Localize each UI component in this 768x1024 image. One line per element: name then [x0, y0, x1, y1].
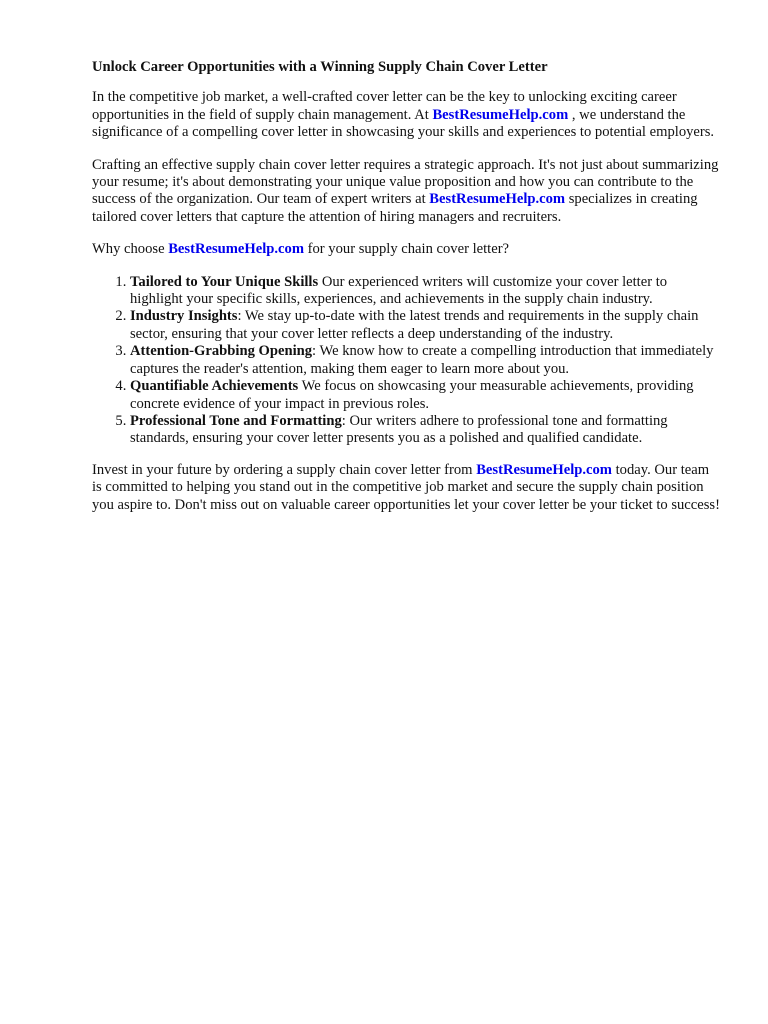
list-item [130, 343, 722, 378]
list-item-heading: Industry Insights [130, 308, 238, 325]
intro-text-before: In the competitive job market, a well-crafted cover letter can be the key to unlocking exciting career opportunities in the field of supply chain management. At [92, 89, 677, 123]
approach-text-before: Crafting an effective supply chain cover letter requires a strategic approach. It's not just about summarizing your resume; it's about demonstrating your unique value proposition and how you can contribute to the success of the organization. Our team of expert writers at [92, 156, 719, 208]
list-item-text: : We stay up-to-date with the latest trends and requirements in the supply chain sector, ensuring that your cover letter reflects a deep understanding of the industry. [130, 308, 699, 342]
list-item [130, 308, 722, 343]
list-item-text: : We know how to create a compelling introduction that immediately captures the reader's attention, making them eager to learn more about you. [130, 343, 714, 377]
site-link-2[interactable]: BestResumeHelp.com [429, 191, 566, 208]
list-item-heading: Tailored to Your Unique Skills [130, 273, 319, 290]
list-item-text: We focus on showcasing your measurable achievements, providing concrete evidence of your impact in previous roles. [130, 378, 694, 412]
list-item-text: Our experienced writers will customize your cover letter to highlight your specific skills, experiences, and achievements in the supply chain industry. [130, 273, 668, 308]
approach-paragraph [92, 157, 722, 227]
list-item [130, 378, 722, 413]
document-page [92, 59, 722, 529]
why-choose-paragraph [92, 241, 722, 258]
site-link-4[interactable]: BestResumeHelp.com [476, 461, 612, 478]
benefits-list [92, 274, 722, 448]
site-link-1[interactable]: BestResumeHelp.com [432, 106, 569, 123]
document-title: Unlock Career Opportunities with a Winning Supply Chain Cover Letter [92, 59, 548, 75]
list-item-text: : Our writers adhere to professional tone and formatting standards, ensuring your cover letter presents you as a polished and qualified candidate. [130, 412, 668, 447]
approach-text-after: specializes in creating tailored cover letters that capture the attention of hiring managers and recruiters. [92, 191, 698, 225]
list-item-heading: Professional Tone and Formatting [130, 412, 342, 429]
closing-paragraph [92, 462, 722, 514]
intro-paragraph [92, 89, 722, 141]
why-text-after: for your supply chain cover letter? [303, 241, 510, 258]
why-text-before: Why choose [92, 241, 169, 258]
list-item [130, 413, 722, 448]
list-item-heading: Attention-Grabbing Opening [130, 343, 313, 360]
list-item-heading: Quantifiable Achievements [130, 378, 299, 395]
closing-text-before: Invest in your future by ordering a supply chain cover letter from [92, 461, 477, 478]
site-link-3[interactable]: BestResumeHelp.com [168, 241, 304, 258]
list-item [130, 274, 722, 309]
intro-text-after: , we understand the significance of a compelling cover letter in showcasing your skills and experiences to potential employers. [92, 106, 715, 141]
closing-text-after: today. Our team is committed to helping you stand out in the competitive job market and secure the supply chain position you aspire to. Don't miss out on valuable career opportunities let your cover letter be your ticket to success! [92, 461, 720, 513]
